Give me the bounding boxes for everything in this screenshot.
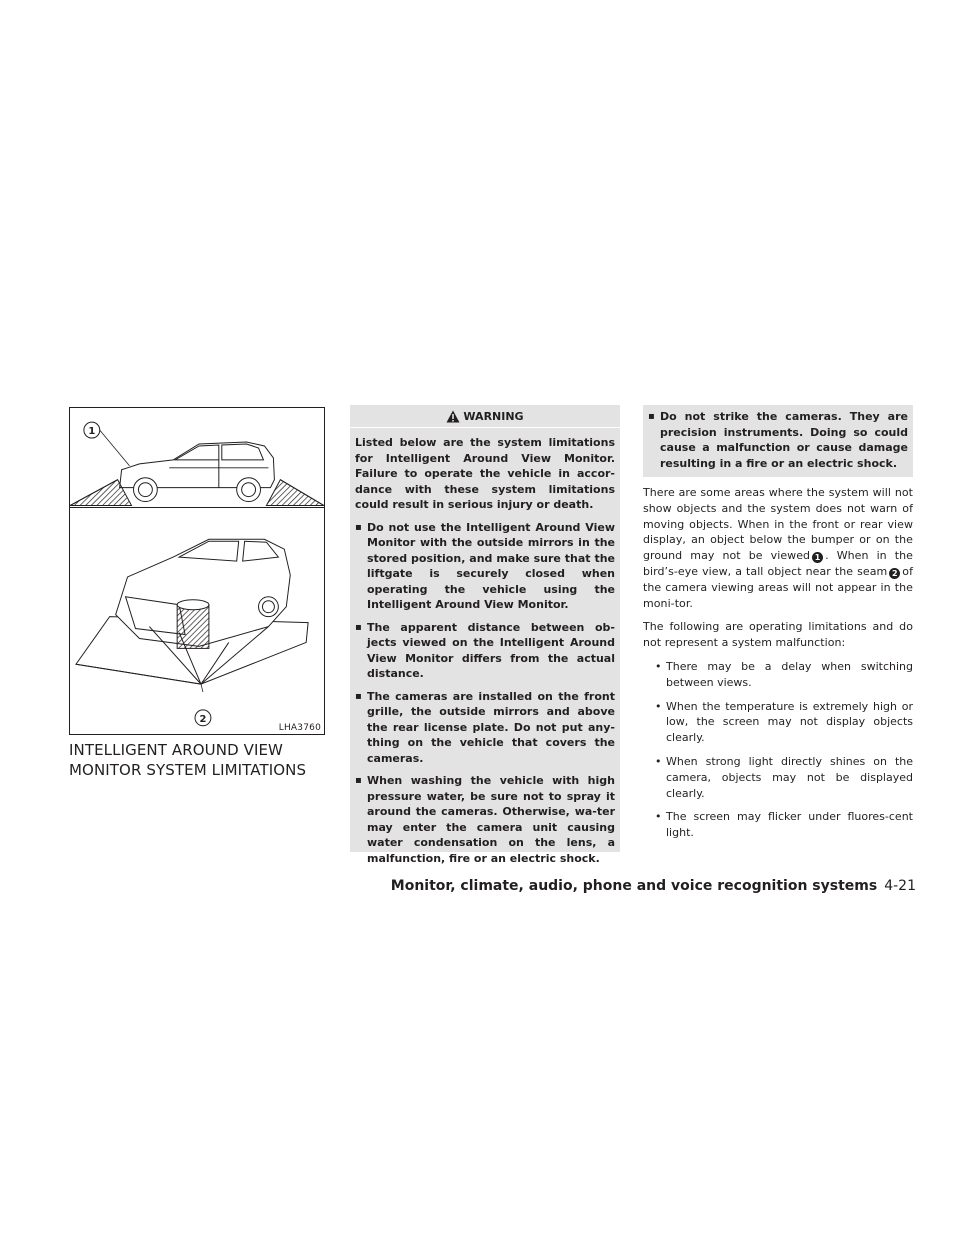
callout-1-label: 1 xyxy=(88,426,96,438)
warning-header xyxy=(355,405,615,427)
paragraph-text: . When in the bird’s-eye view, a tall object near the seam xyxy=(643,549,913,578)
warning-triangle-icon xyxy=(446,410,460,423)
paragraph-operating-limitations: The following are operating limitations and do not represent a system malfunction: xyxy=(643,620,913,650)
warning-box-continued xyxy=(643,405,913,477)
footer-chapter-title: Monitor, climate, audio, phone and voice recognition systems xyxy=(390,878,878,894)
section-title-line1: INTELLIGENT AROUND VIEW xyxy=(69,741,283,759)
paragraph-text: There are some areas where the system will not show objects and the system does not warn of moving objects. When in the front or rear view display, an object below the bumper or on the ground may not be viewed xyxy=(643,486,913,563)
list-item: • There may be a delay when switching between views. xyxy=(643,659,913,691)
paragraph-text: of the camera viewing areas will not appear in the moni-tor. xyxy=(643,564,913,610)
list-item: • When the temperature is extremely high or low, the screen may not display objects clearly. xyxy=(643,699,913,746)
section-title xyxy=(69,740,329,780)
paragraph-unseen-areas xyxy=(643,485,913,611)
car-diagram xyxy=(70,408,324,734)
warning-list xyxy=(355,520,615,867)
warning-item: ▪ The cameras are installed on the front grille, the outside mirrors and above the rear license plate. Do not put any-thing on the vehicle that covers the cameras. xyxy=(355,689,615,767)
list-item: • When strong light directly shines on the camera, objects may not be displayed clearly. xyxy=(643,754,913,801)
warning-item: ▪ When washing the vehicle with high pressure water, be sure not to spray it around the cameras. Otherwise, wa-ter may enter the camera unit causing water condensation on the lens, a malfunction, fire or an electric shock. xyxy=(355,773,615,866)
warning-intro: Listed below are the system limitations for Intelligent Around View Monitor. Failure to operate the vehicle in accor-dance with these system limitations could result in serious injury or death. xyxy=(355,436,615,511)
callout-1-inline: 1 xyxy=(812,552,823,563)
figure-around-view-limitations xyxy=(69,407,325,735)
list-item: • The screen may flicker under fluores-cent light. xyxy=(643,809,913,841)
section-title-line2: MONITOR SYSTEM LIMITATIONS xyxy=(69,761,307,779)
warning-item: ▪ Do not use the Intelligent Around View Monitor with the outside mirrors in the stored position, and make sure that the liftgate is securely closed when operating the vehicle using the Intelligent Around View Monitor. xyxy=(355,520,615,613)
warning-heading: WARNING xyxy=(463,409,524,423)
warning-item: ▪ Do not strike the cameras. They are precision instruments. Doing so could cause a malfunction or cause damage resulting in a fire or an electric shock. xyxy=(648,409,908,471)
callout-1 xyxy=(84,422,130,466)
warning-divider xyxy=(350,427,620,428)
page-number: 4-21 xyxy=(884,878,916,894)
figure-code: LHA3760 xyxy=(278,723,321,733)
right-column xyxy=(643,405,913,841)
page-footer xyxy=(391,878,916,894)
callout-2-inline: 2 xyxy=(889,568,900,579)
warning-item: ▪ The apparent distance between ob-jects viewed on the Intelligent Around View Monitor differs from the actual distance. xyxy=(355,620,615,682)
birdseye-view-car xyxy=(76,539,308,684)
side-view-car xyxy=(70,442,324,507)
callout-2-label: 2 xyxy=(199,713,207,725)
warning-box xyxy=(350,405,620,865)
callout-2 xyxy=(195,684,211,726)
limitations-list xyxy=(643,659,913,841)
